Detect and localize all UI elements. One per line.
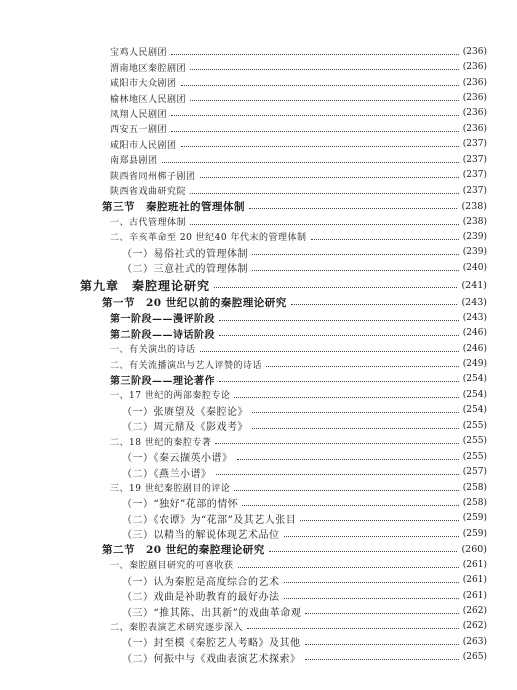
toc-entry-title: （二）戏曲是补助教育的最好办法 <box>122 592 280 604</box>
toc-entry[interactable] <box>0 121 517 136</box>
toc-entry[interactable] <box>0 198 517 213</box>
toc-entry-page: (255) <box>462 451 487 462</box>
toc-entry[interactable] <box>0 619 517 634</box>
toc-entry[interactable] <box>0 245 517 260</box>
toc-entry-page: (262) <box>462 606 487 617</box>
toc-entry-title: （三）以精当的解说体现艺术品位 <box>122 530 280 542</box>
toc-entry[interactable] <box>0 542 517 557</box>
toc-entry[interactable] <box>0 59 517 74</box>
toc-entry[interactable] <box>0 449 517 464</box>
toc-entry-page: (265) <box>462 652 487 663</box>
toc-entry[interactable] <box>0 75 517 90</box>
dot-leader <box>242 504 459 506</box>
toc-entry-page: (240) <box>462 262 487 273</box>
toc-entry-title: （二）《农谭》为“花部”及其艺人张目 <box>122 514 297 526</box>
dot-leader <box>252 269 459 271</box>
toc-entry-page: (262) <box>462 621 487 632</box>
toc-entry-page: (260) <box>461 543 487 555</box>
dot-leader <box>269 550 458 552</box>
toc-entry[interactable] <box>0 276 517 295</box>
dot-leader <box>219 319 459 321</box>
dot-leader <box>252 253 459 255</box>
toc-entry-page: (238) <box>462 216 487 227</box>
dot-leader <box>171 114 459 116</box>
toc-entry-page: (255) <box>462 436 487 447</box>
toc-entry[interactable] <box>0 137 517 152</box>
toc-entry-page: (258) <box>462 482 487 493</box>
toc-entry-title: （一）封至模《秦腔艺人考略》及其他 <box>122 638 301 650</box>
toc-entry-title: 三、19 世纪秦腔剧目的评论 <box>110 484 231 495</box>
toc-entry-page: (236) <box>462 62 487 73</box>
dot-leader <box>311 238 459 240</box>
dot-leader <box>305 612 459 614</box>
toc-entry[interactable] <box>0 464 517 479</box>
toc-entry-page: (239) <box>462 231 487 242</box>
toc-entry-title: （一）易俗社式的管理体制 <box>122 248 248 260</box>
dot-leader <box>190 99 459 101</box>
toc-entry-page: (236) <box>462 77 487 88</box>
dot-leader <box>200 350 459 352</box>
toc-entry-page: (239) <box>462 247 487 258</box>
toc-entry[interactable] <box>0 90 517 105</box>
dot-leader <box>200 176 459 178</box>
toc-entry-page: (255) <box>462 420 487 431</box>
toc-entry-page: (254) <box>462 405 487 416</box>
toc-entry[interactable] <box>0 325 517 340</box>
toc-entry[interactable] <box>0 511 517 526</box>
dot-leader <box>234 396 458 398</box>
toc-entry-page: (263) <box>462 636 487 647</box>
toc-entry[interactable] <box>0 495 517 510</box>
toc-entry-page: (238) <box>461 200 487 212</box>
toc-entry-title: （二）何振中与《戏曲表演艺术探索》 <box>122 653 301 665</box>
toc-entry-title: （二）《燕兰小谱》 <box>122 468 212 480</box>
toc-entry-title: 第九章 秦腔理论研究 <box>80 278 211 293</box>
toc-entry-page: (243) <box>462 312 487 323</box>
toc-entry-title: 二、辛亥革命至 20 世纪40 年代末的管理体制 <box>110 233 307 244</box>
dot-leader <box>284 535 459 537</box>
toc-entry-title: 第三节 秦腔班社的管理体制 <box>102 200 245 213</box>
dot-leader <box>234 489 458 491</box>
toc-entry-page: (237) <box>462 185 487 196</box>
toc-entry[interactable] <box>0 603 517 618</box>
table-of-contents <box>0 44 517 665</box>
dot-leader <box>190 68 459 70</box>
toc-entry[interactable] <box>0 387 517 402</box>
dot-leader <box>252 411 459 413</box>
toc-entry-page: (246) <box>462 328 487 339</box>
toc-entry-title: 一、秦腔剧目研究的可喜收获 <box>110 561 234 572</box>
toc-entry-page: (237) <box>462 154 487 165</box>
page-top-mark <box>252 6 256 10</box>
toc-entry-title: 咸阳市大众剧团 <box>110 79 177 90</box>
toc-entry-page: (261) <box>462 590 487 601</box>
toc-entry[interactable] <box>0 634 517 649</box>
toc-entry-title: 一、有关演出的诗话 <box>110 345 196 356</box>
dot-leader <box>252 427 459 429</box>
dot-leader <box>181 84 459 86</box>
toc-entry-page: (243) <box>461 296 487 308</box>
dot-leader <box>215 442 458 444</box>
toc-entry[interactable] <box>0 480 517 495</box>
toc-entry-title: 一、古代管理体制 <box>110 218 187 229</box>
toc-entry[interactable] <box>0 168 517 183</box>
toc-entry-page: (236) <box>462 123 487 134</box>
toc-entry-page: (249) <box>462 359 487 370</box>
toc-entry-page: (236) <box>462 93 487 104</box>
toc-entry-title: 第二阶段——诗话阶段 <box>110 329 215 341</box>
dot-leader <box>247 627 459 629</box>
dot-leader <box>238 566 459 568</box>
toc-entry-page: (261) <box>462 575 487 586</box>
toc-entry[interactable] <box>0 44 517 59</box>
toc-entry-title: （二）周元鼎及《影戏考》 <box>122 422 248 434</box>
toc-entry[interactable] <box>0 572 517 587</box>
toc-entry-title: （三）“推其陈、出其新”的戏曲革命观 <box>122 607 302 619</box>
toc-entry-title: 陕西省戏曲研究院 <box>110 187 187 198</box>
dot-leader <box>305 658 459 660</box>
dot-leader <box>305 643 459 645</box>
toc-entry-page: (261) <box>462 559 487 570</box>
toc-entry-title: （二）三意社式的管理体制 <box>122 264 248 276</box>
toc-entry[interactable] <box>0 588 517 603</box>
dot-leader <box>190 223 459 225</box>
dot-leader <box>214 286 457 288</box>
toc-entry-page: (241) <box>461 279 487 291</box>
toc-entry-title: 凤翔人民剧团 <box>110 109 168 120</box>
dot-leader <box>171 130 459 132</box>
toc-entry-title: 西安五一剧团 <box>110 125 168 136</box>
toc-entry-page: (257) <box>462 467 487 478</box>
toc-entry-title: 第一阶段——漫评阶段 <box>110 314 215 326</box>
dot-leader <box>291 303 458 305</box>
toc-entry-title: 宝鸡人民剧团 <box>110 48 168 59</box>
dot-leader <box>300 519 459 521</box>
toc-entry[interactable] <box>0 341 517 356</box>
toc-entry[interactable] <box>0 310 517 325</box>
dot-leader <box>171 53 459 55</box>
dot-leader <box>162 161 459 163</box>
toc-entry-page: (259) <box>462 528 487 539</box>
dot-leader <box>219 334 459 336</box>
toc-entry-title: 第三阶段——理论著作 <box>110 375 215 387</box>
toc-entry[interactable] <box>0 650 517 665</box>
toc-entry-title: 第一节 20 世纪以前的秦腔理论研究 <box>102 296 287 309</box>
toc-entry-title: 二、18 世纪的秦腔专著 <box>110 437 212 448</box>
toc-entry-page: (254) <box>462 374 487 385</box>
toc-entry-title: （一）《秦云撷英小谱》 <box>122 453 233 465</box>
toc-entry[interactable] <box>0 183 517 198</box>
dot-leader <box>249 207 457 209</box>
toc-entry-title: 陕西省同州梆子剧团 <box>110 171 196 182</box>
toc-entry-page: (258) <box>462 497 487 508</box>
toc-entry-page: (246) <box>462 343 487 354</box>
toc-entry[interactable] <box>0 557 517 572</box>
toc-entry-title: 二、有关流播演出与艺人评赞的诗话 <box>110 360 263 371</box>
dot-leader <box>181 145 459 147</box>
toc-entry[interactable] <box>0 418 517 433</box>
dot-leader <box>190 192 459 194</box>
toc-entry-page: (237) <box>462 170 487 181</box>
toc-entry-title: （一）“独好”花部的情怀 <box>122 499 239 511</box>
toc-entry[interactable] <box>0 356 517 371</box>
toc-entry[interactable] <box>0 214 517 229</box>
toc-entry-title: （一）张赓望及《秦腔论》 <box>122 406 248 418</box>
toc-entry-title: 渭南地区秦腔剧团 <box>110 63 187 74</box>
toc-entry[interactable] <box>0 372 517 387</box>
toc-entry-page: (236) <box>462 108 487 119</box>
toc-entry[interactable] <box>0 106 517 121</box>
toc-entry-page: (259) <box>462 513 487 524</box>
toc-entry-page: (236) <box>462 46 487 57</box>
toc-entry-title: 咸阳市人民剧团 <box>110 140 177 151</box>
toc-entry[interactable] <box>0 526 517 541</box>
dot-leader <box>216 473 459 475</box>
toc-entry[interactable] <box>0 229 517 244</box>
dot-leader <box>284 581 459 583</box>
toc-entry[interactable] <box>0 434 517 449</box>
dot-leader <box>219 380 459 382</box>
toc-entry[interactable] <box>0 403 517 418</box>
toc-entry-title: 二、秦腔表演艺术研究逐步深入 <box>110 622 244 633</box>
toc-entry-title: 南郑县剧团 <box>110 156 158 167</box>
dot-leader <box>266 365 459 367</box>
toc-entry-title: 榆林地区人民剧团 <box>110 94 187 105</box>
toc-entry[interactable] <box>0 152 517 167</box>
toc-entry-page: (254) <box>462 389 487 400</box>
dot-leader <box>237 458 459 460</box>
toc-entry-title: 一、17 世纪的两部秦腔专论 <box>110 391 231 402</box>
toc-entry-title: （一）认为秦腔是高度综合的艺术 <box>122 576 280 588</box>
toc-entry-title: 第二节 20 世纪的秦腔理论研究 <box>102 543 265 556</box>
toc-entry-page: (237) <box>462 139 487 150</box>
dot-leader <box>284 597 459 599</box>
toc-entry[interactable] <box>0 295 517 310</box>
toc-entry[interactable] <box>0 260 517 275</box>
